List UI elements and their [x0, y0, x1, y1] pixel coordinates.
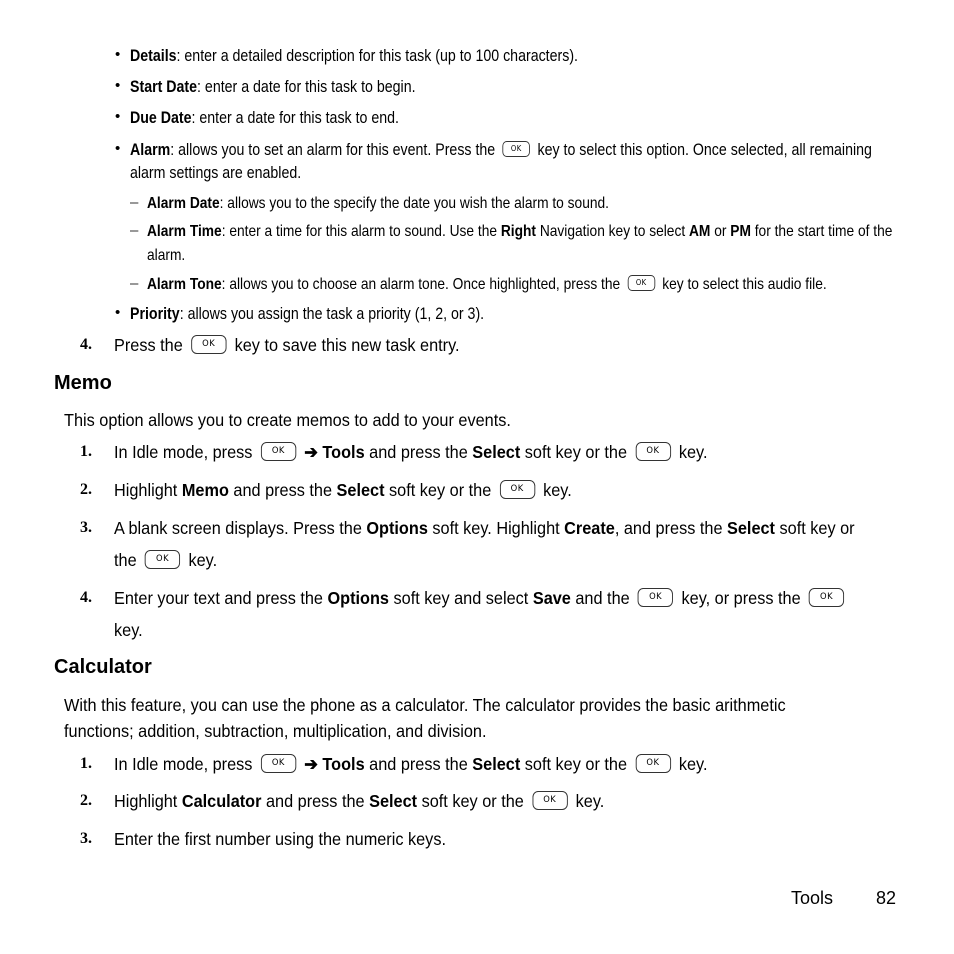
- desc: : allows you to the specify the date you wish the alarm to sound.: [219, 195, 609, 212]
- desc: : allows you to choose an alarm tone. Once highlighted, press the: [221, 276, 621, 293]
- create: Create: [564, 518, 615, 538]
- text: soft key or the: [384, 480, 492, 500]
- step-number: 1.: [80, 755, 92, 772]
- text: In Idle mode, press: [114, 442, 253, 462]
- ok-key-icon: OK: [191, 335, 226, 354]
- start-date-item: [130, 76, 416, 98]
- calculator: Calculator: [181, 791, 262, 811]
- options: Options: [366, 518, 428, 538]
- text: soft key or: [774, 518, 855, 538]
- step-number: 4.: [80, 336, 92, 353]
- calc-step-1: [114, 752, 707, 776]
- text: key to save this new task entry.: [234, 335, 460, 355]
- desc: or: [710, 223, 731, 240]
- text: and press the: [228, 480, 337, 500]
- memo-step-3-cont: [114, 548, 217, 572]
- details-item: [130, 45, 578, 67]
- calculator-intro-2: functions; addition, subtraction, multiplication, and division.: [64, 721, 487, 741]
- term: Alarm Tone: [147, 276, 222, 293]
- alarm-item: [130, 139, 872, 161]
- text: and press the: [261, 791, 370, 811]
- text: soft key or the: [520, 442, 628, 462]
- alarm-date-item: [147, 193, 609, 215]
- alarm-item-cont: alarm settings are enabled.: [130, 164, 302, 182]
- ok-key-icon: OK: [532, 791, 567, 810]
- text: A blank screen displays. Press the: [114, 518, 367, 538]
- step-number: 4.: [80, 589, 92, 606]
- dash: –: [130, 194, 139, 211]
- desc: : enter a detailed description for this task (up to 100 characters).: [176, 47, 579, 65]
- ok-key-icon: OK: [145, 550, 180, 569]
- memo-heading: Memo: [54, 372, 112, 394]
- memo-step-2: [114, 478, 572, 502]
- desc: : enter a date for this task to end.: [191, 109, 399, 127]
- options: Options: [327, 588, 389, 608]
- text: Press the: [114, 335, 183, 355]
- alarm-time-cont: alarm.: [147, 247, 186, 264]
- memo-step-4: [114, 586, 848, 610]
- ok-key-icon: OK: [503, 141, 531, 157]
- term: Details: [130, 47, 177, 65]
- text: the: [114, 550, 137, 570]
- text: and press the: [364, 442, 473, 462]
- alarm-tone-item: [147, 274, 827, 296]
- ok-key-icon: OK: [638, 588, 673, 607]
- text: and the: [570, 588, 630, 608]
- text: key.: [678, 754, 708, 774]
- desc: : enter a date for this task to begin.: [197, 78, 416, 96]
- arrow-icon: ➔: [304, 754, 318, 774]
- select: Select: [336, 480, 385, 500]
- alarm-time-item: [147, 221, 892, 243]
- am: AM: [688, 223, 711, 240]
- text: In Idle mode, press: [114, 754, 253, 774]
- ok-key-icon: OK: [635, 442, 670, 461]
- desc: key to select this audio file.: [662, 276, 827, 293]
- ok-key-icon: OK: [809, 588, 844, 607]
- text: and press the: [364, 754, 473, 774]
- text: Highlight: [114, 791, 182, 811]
- calculator-intro-1: With this feature, you can use the phone as a calculator. The calculator provides the basic arithmetic: [64, 695, 786, 715]
- desc: for the start time of the: [750, 223, 893, 240]
- save: Save: [532, 588, 571, 608]
- step-number: 2.: [80, 792, 92, 809]
- text: soft key and select: [388, 588, 533, 608]
- ok-key-icon: OK: [635, 754, 670, 773]
- text: , and press the: [614, 518, 728, 538]
- term: Start Date: [130, 78, 198, 96]
- step-number: 3.: [80, 519, 92, 536]
- ok-key-icon: OK: [261, 442, 296, 461]
- step-number: 2.: [80, 481, 92, 498]
- tools: Tools: [322, 442, 365, 462]
- calculator-heading: Calculator: [54, 656, 152, 678]
- bullet: •: [115, 46, 121, 63]
- select: Select: [369, 791, 418, 811]
- select: Select: [472, 442, 521, 462]
- text: Enter your text and press the: [114, 588, 328, 608]
- term: Alarm Date: [147, 195, 220, 212]
- term: Priority: [130, 305, 180, 323]
- term: Due Date: [130, 109, 192, 127]
- bullet: •: [115, 304, 121, 321]
- desc: : allows you assign the task a priority (1, 2, or 3).: [179, 305, 485, 323]
- memo: Memo: [181, 480, 229, 500]
- task-step-4: [114, 333, 460, 357]
- memo-step-4-cont: key.: [114, 620, 143, 640]
- text: soft key or the: [520, 754, 628, 774]
- page-number: 82: [876, 888, 897, 908]
- dash: –: [130, 275, 139, 292]
- tools: Tools: [322, 754, 365, 774]
- memo-step-1: [114, 440, 707, 464]
- text: soft key or the: [417, 791, 524, 811]
- pm: PM: [730, 223, 751, 240]
- term: Alarm Time: [147, 223, 222, 240]
- text: Highlight: [114, 480, 182, 500]
- term: Alarm: [130, 141, 171, 159]
- calc-step-2: [114, 789, 604, 813]
- memo-intro: This option allows you to create memos to add to your events.: [64, 410, 511, 430]
- ok-key-icon: OK: [500, 480, 535, 499]
- memo-step-3: [114, 516, 855, 540]
- desc: : enter a time for this alarm to sound. Use the: [221, 223, 501, 240]
- step-number: 3.: [80, 830, 92, 847]
- select: Select: [472, 754, 521, 774]
- desc: Navigation key to select: [536, 223, 689, 240]
- bullet: •: [115, 77, 121, 94]
- text: key.: [543, 480, 572, 500]
- desc: key to select this option. Once selected, all remaining: [537, 141, 872, 159]
- arrow-icon: ➔: [304, 442, 318, 462]
- text: key, or press the: [681, 588, 801, 608]
- bullet: •: [115, 108, 121, 125]
- footer-section: Tools: [791, 888, 834, 908]
- ok-key-icon: OK: [261, 754, 296, 773]
- ok-key-icon: OK: [627, 275, 655, 291]
- text: key.: [678, 442, 708, 462]
- text: soft key. Highlight: [427, 518, 565, 538]
- select: Select: [727, 518, 775, 538]
- due-date-item: [130, 107, 399, 129]
- desc: : allows you to set an alarm for this event. Press the: [170, 141, 496, 159]
- right: Right: [500, 223, 537, 240]
- dash: –: [130, 222, 139, 239]
- bullet: •: [115, 140, 121, 157]
- text: key.: [575, 791, 605, 811]
- step-number: 1.: [80, 443, 92, 460]
- priority-item: [130, 303, 484, 325]
- calc-step-3: Enter the first number using the numeric keys.: [114, 829, 446, 849]
- text: key.: [188, 550, 218, 570]
